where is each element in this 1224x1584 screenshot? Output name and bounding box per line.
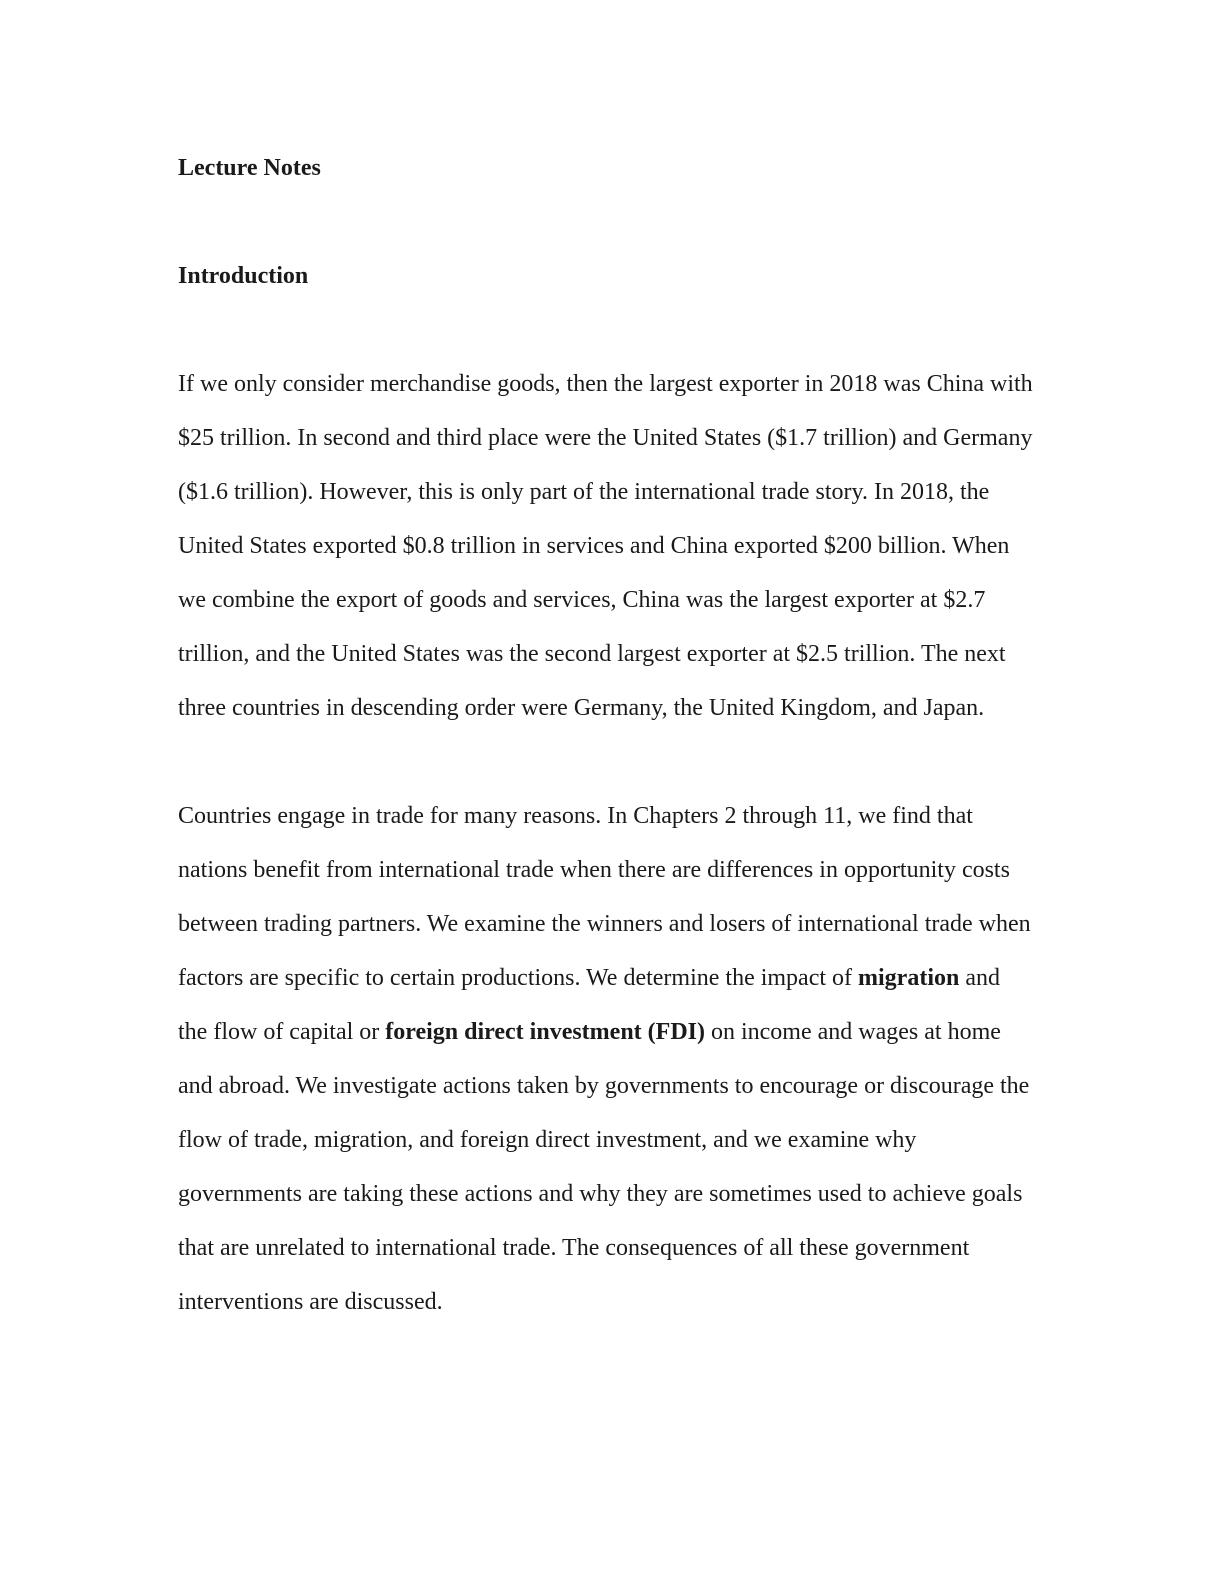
document-title: Lecture Notes <box>178 155 321 181</box>
section-heading: Introduction <box>178 263 309 289</box>
paragraph-trade-reasons: Countries engage in trade for many reasons. In Chapters 2 through 11, we find that nations benefit from international trade when there are differences in opportunity costs between trading partners. We examine the winners and losers of international trade when factors are specific to certain productions. We determine the impact of migration and the flow of capital or foreign direct investment (FDI) on income and wages at home and abroad. We investigate actions taken by governments to encourage or discourage the flow of trade, migration, and foreign direct investment, and we examine why governments are taking these actions and why they are sometimes used to achieve goals that are unrelated to international trade. The consequences of all these government interventions are discussed. <box>178 803 1031 1315</box>
paragraph-exports: If we only consider merchandise goods, then the largest exporter in 2018 was China with $25 trillion. In second and third place were the United States ($1.7 trillion) and Germany ($1.6 trillion). However, this is only part of the international trade story. In 2018, the United States exported $0.8 trillion in services and China exported $200 billion. When we combine the export of goods and services, China was the largest exporter at $2.7 trillion, and the United States was the second largest exporter at $2.5 trillion. The next three countries in descending order were Germany, the United Kingdom, and Japan. <box>178 371 1033 721</box>
